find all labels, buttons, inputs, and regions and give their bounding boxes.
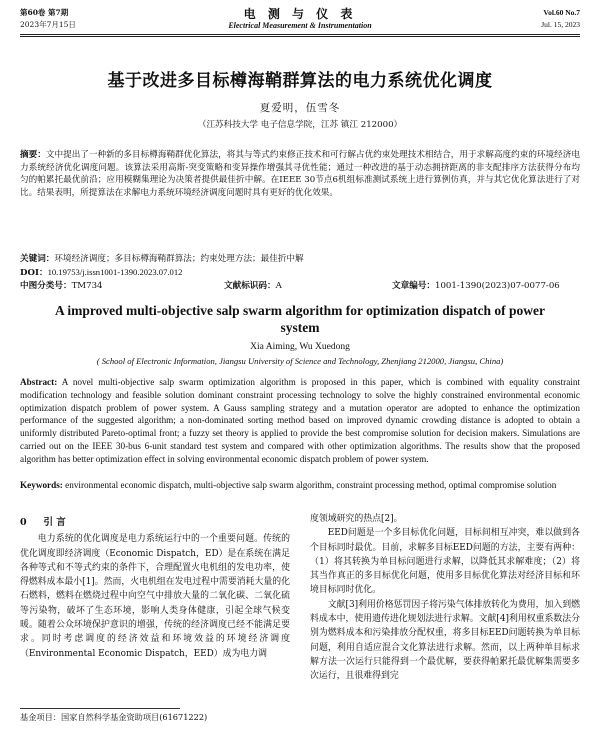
abstract-en-text: A novel multi-objective salp swarm optimization algorithm is proposed in this paper, which is combined with equality constraint modification technology and feasible solution dominant constraint processing technology to solve the highly constrained environmental economic optimization dispatch problem of power system. A Gauss sampling strategy and a mutation operator are adopted to enhance the optimization performance of the suggested algorithm; a non-dominated sorting method based on improved dynamic crowding distance is adopted to obtain a uniformly distributed Pareto-optimal front; a fuzzy set theory is applied to provide the best compromise solution for decision makers. Simulations are carried out on the IEEE 30-bus 6-unit standard test system and compared with other optimization algorithms. The results show that the proposed algorithm has better optimization effect in solving environmental economic dispatch problem of power system.: [20, 377, 580, 464]
section-heading-intro: [20, 516, 290, 530]
body-paragraph-right-3: 文献[3]利用价格惩罚因子将污染气体排放转化为费用，加入到燃料成本中，使用遗传进化规划法进行求解。文献[4]利用权重系数法分别为燃料成本和污染排放分配权重，将多目标EED问题转换为单目标问题，利用自适应混合文化算法进行求解。然而，以上两种单目标求解方法一次运行只能得到一个最优解，要获得帕累托最优解集需要多次运行，且很难得到完: [310, 599, 580, 682]
authors-cn: 夏爱明，伍雪冬: [259, 102, 341, 114]
keywords-en-label: Keywords:: [20, 480, 63, 490]
keywords-en-text: environmental economic dispatch, multi-objective salp swarm algorithm, constraint processing method, optimal compromise solution: [62, 480, 557, 490]
section-title: 引 言: [43, 517, 66, 528]
header-rule: [20, 34, 580, 35]
abstract-cn-text: 文中提出了一种新的多目标樽海鞘群优化算法，将其与等式约束修正技术和可行解占优约束处理技术相结合，用于求解高度约束的环境经济电力系统经济优化调度问题。该算法采用高斯-突变策略和变异操作增强其寻优性能；通过一种改进的基于动态拥挤距离的非支配排序方法获得分布均匀的帕累托最优前沿；应用模糊集理论为决策者提供最佳折中解。在IEEE 30节点6机组标准测试系统上进行算例仿真，并与其它优化算法进行了对比。结果表明，所提算法在求解电力系统环境经济调度问题时具有更好的优化效果。: [20, 150, 580, 198]
doi-text: 10.19753/j.issn1001-1390.2023.07.012: [47, 267, 183, 277]
doi: [20, 266, 580, 280]
header-rule-2: [20, 36, 580, 37]
keywords-en: [20, 479, 580, 492]
section-number: 0: [20, 517, 27, 528]
title-cn: 基于改进多目标樽海鞘群算法的电力系统优化调度: [107, 71, 493, 91]
doi-label: DOI：: [20, 268, 48, 278]
volume-cn: 第60卷 第7期: [20, 8, 69, 17]
right-column: [310, 512, 580, 684]
journal-name-cn: 电 测 与 仪 表: [243, 7, 357, 21]
body-paragraph-right-1: 度领域研究的热点[2]。: [310, 514, 403, 524]
article-line: [392, 280, 582, 293]
body-paragraph-right-2: EED问题是一个多目标优化问题，目标间相互冲突，难以做到各个目标同时最优。目前，求解多目标EED问题的方法，主要有两种：（1）将其转换为单目标问题进行求解，以降低其求解难度；（2）将其当作真正的多目标优化问题，使用多目标优化算法对经济目标和环境目标同时优化。: [310, 528, 580, 596]
article-value: 1001-1390(2023)07-0077-06: [434, 281, 560, 291]
keywords-cn: [20, 253, 580, 266]
clc-value: TM734: [71, 281, 103, 291]
abstract-en-label: Abstract:: [20, 377, 58, 387]
affiliation-en: ( School of Electronic Information, Jiangsu University of Science and Technology, Zhenjiang 212000, Jiangsu, China): [96, 356, 504, 366]
date-cn: 2023年7月15日: [20, 20, 76, 29]
keywords-cn-label: 关键词：: [20, 254, 55, 264]
keywords-cn-text: 环境经济调度；多目标樽海鞘群算法；约束处理方法；最佳折中解: [54, 254, 304, 264]
footnote-rule: [20, 708, 180, 709]
abstract-cn-label: 摘要：: [20, 150, 46, 160]
volume-en: Vol.60 No.7: [543, 8, 580, 17]
clc-label: 中图分类号：: [20, 281, 72, 291]
abstract-en: [20, 376, 580, 466]
left-column: [20, 516, 290, 661]
affiliation-cn: （江苏科技大学 电子信息学院，江苏 镇江 212000）: [197, 120, 403, 130]
abstract-cn: [20, 149, 580, 199]
date-en: Jul. 15, 2023: [541, 20, 580, 29]
title-en: A improved multi-objective salp swarm algorithm for optimization dispatch of power system: [55, 303, 545, 335]
article-label: 文章编号：: [392, 281, 435, 291]
body-paragraph-left: 电力系统的优化调度是电力系统运行中的一个重要问题。传统的优化调度即经济调度（Economic Dispatch，ED）是在系统在满足各种等式和不等式约束的条件下，合理配置火电机组的发电功率，使得燃料成本最小[1]。然而，火电机组在发电过程中需要消耗大量的化石燃料，燃料在燃烧过程中向空气中排放大量的二氧化碳、二氧化硫等污染物，破坏了生态环境，影响人类身体健康，引起全球气候变暖。随着公众环境保护意识的增强，传统的经济调度已经不能满足要求。同时考虑调度的经济效益和环境效益的环境经济调度（Environmental Economic Dispatch，EED）成为电力调: [20, 534, 290, 659]
code-label: 文献标识码：: [224, 281, 276, 291]
funding-footnote: 基金项目：国家自然科学基金资助项目(61671222): [20, 712, 208, 722]
journal-name-en: Electrical Measurement & Instrumentation: [228, 21, 372, 30]
code-line: [224, 280, 364, 293]
code-value: A: [275, 281, 282, 291]
authors-en: Xia Aiming, Wu Xuedong: [250, 342, 350, 352]
